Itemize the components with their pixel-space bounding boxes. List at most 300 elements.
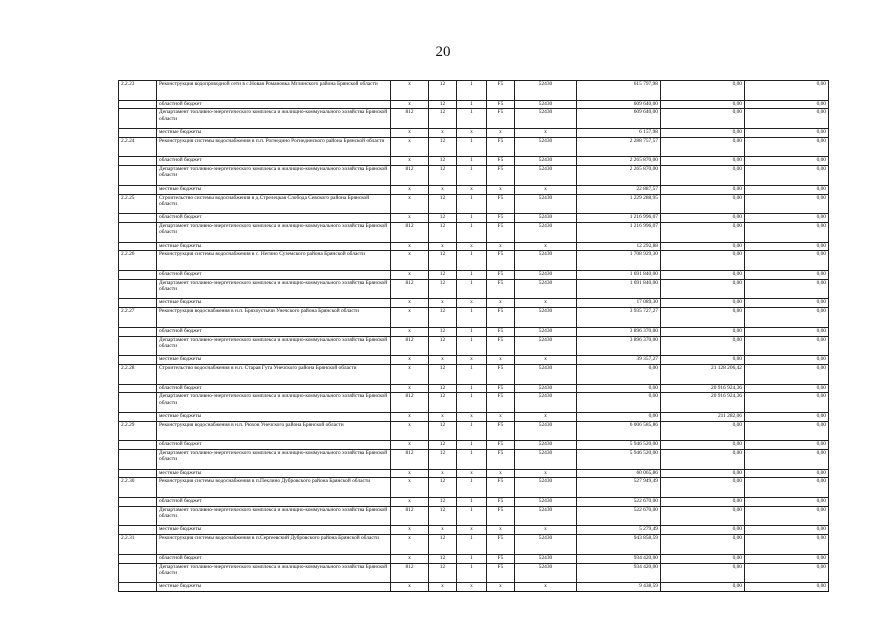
row-code	[119, 356, 157, 365]
row-amount-2: 0,00	[661, 214, 745, 223]
row-target-code: x	[487, 356, 515, 365]
row-amount-1: 39 357,27	[577, 356, 661, 365]
row-subsection: 1	[457, 109, 487, 129]
row-amount-1: 6 006 585,86	[577, 421, 661, 441]
row-section: x	[429, 185, 457, 194]
table-row	[119, 421, 829, 441]
row-amount-3: 0,00	[745, 441, 829, 450]
table-row	[119, 364, 829, 384]
row-grbs: x	[391, 583, 429, 592]
table-row	[119, 279, 829, 299]
row-amount-3: 0,00	[745, 299, 829, 308]
row-section: 12	[429, 270, 457, 279]
row-section: 12	[429, 109, 457, 129]
row-name: Департамент топливно-энергетического комплекса и жилищно-коммунального хозяйства Брянской области	[157, 450, 391, 470]
row-amount-3: 0,00	[745, 563, 829, 583]
row-name: Реконструкция системы водоснабжения в с. Негино Суземского района Брянской области	[157, 251, 391, 271]
row-grbs: x	[391, 421, 429, 441]
row-amount-3: 0,00	[745, 478, 829, 498]
table-row	[119, 166, 829, 186]
row-target-code: F5	[487, 137, 515, 157]
row-subsection: x	[457, 356, 487, 365]
row-name: областной бюджет	[157, 270, 391, 279]
row-amount-3: 0,00	[745, 554, 829, 563]
row-target-code: F5	[487, 421, 515, 441]
row-grbs: 812	[391, 563, 429, 583]
row-section: 12	[429, 194, 457, 214]
row-amount-1: 943 858,59	[577, 535, 661, 555]
row-section: 12	[429, 157, 457, 166]
row-section: 12	[429, 279, 457, 299]
row-subsection: 1	[457, 563, 487, 583]
row-amount-3: 0,00	[745, 421, 829, 441]
row-section: 12	[429, 214, 457, 223]
row-grbs: 812	[391, 336, 429, 356]
row-amount-2: 0,00	[661, 270, 745, 279]
row-expense-type: 52430	[515, 563, 577, 583]
row-subsection: 1	[457, 308, 487, 328]
row-amount-2: 0,00	[661, 327, 745, 336]
row-code	[119, 563, 157, 583]
row-grbs: 812	[391, 166, 429, 186]
row-amount-1: 3 896 370,00	[577, 336, 661, 356]
row-name: местные бюджеты	[157, 526, 391, 535]
row-expense-type: 52430	[515, 498, 577, 507]
row-amount-3: 0,00	[745, 242, 829, 251]
row-amount-3: 0,00	[745, 81, 829, 101]
row-amount-2: 0,00	[661, 299, 745, 308]
row-amount-1: 22 887,57	[577, 185, 661, 194]
row-code	[119, 384, 157, 393]
row-name: Департамент топливно-энергетического комплекса и жилищно-коммунального хозяйства Брянской области	[157, 336, 391, 356]
row-target-code: x	[487, 185, 515, 194]
row-expense-type: x	[515, 299, 577, 308]
row-amount-2: 0,00	[661, 100, 745, 109]
row-expense-type: 52430	[515, 336, 577, 356]
row-subsection: x	[457, 242, 487, 251]
row-amount-2: 0,00	[661, 137, 745, 157]
table-row	[119, 336, 829, 356]
row-target-code: F5	[487, 554, 515, 563]
row-amount-2: 0,00	[661, 583, 745, 592]
row-amount-2: 0,00	[661, 279, 745, 299]
row-amount-3: 0,00	[745, 469, 829, 478]
row-expense-type: 52430	[515, 478, 577, 498]
row-subsection: 1	[457, 222, 487, 242]
row-code	[119, 299, 157, 308]
row-code: 2.2.31	[119, 535, 157, 555]
row-amount-2: 0,00	[661, 222, 745, 242]
row-grbs: x	[391, 469, 429, 478]
row-amount-1: 934 420,00	[577, 563, 661, 583]
row-amount-1: 5 279,49	[577, 526, 661, 535]
row-amount-2: 0,00	[661, 336, 745, 356]
row-subsection: 1	[457, 166, 487, 186]
row-amount-1: 1 708 929,30	[577, 251, 661, 271]
row-amount-3: 0,00	[745, 185, 829, 194]
row-code	[119, 100, 157, 109]
row-code	[119, 166, 157, 186]
row-subsection: 1	[457, 327, 487, 336]
row-code: 2.2.25	[119, 194, 157, 214]
row-amount-1: 522 670,00	[577, 506, 661, 526]
row-amount-1: 527 949,49	[577, 478, 661, 498]
row-amount-3: 0,00	[745, 128, 829, 137]
row-subsection: x	[457, 299, 487, 308]
row-amount-2: 0,00	[661, 308, 745, 328]
row-name: областной бюджет	[157, 441, 391, 450]
row-expense-type: 52430	[515, 506, 577, 526]
row-expense-type: 52430	[515, 109, 577, 129]
row-section: 12	[429, 308, 457, 328]
row-target-code: F5	[487, 336, 515, 356]
row-expense-type: 52430	[515, 554, 577, 563]
row-section: 12	[429, 554, 457, 563]
table-row	[119, 81, 829, 101]
row-section: 12	[429, 450, 457, 470]
row-grbs: 812	[391, 450, 429, 470]
table-row	[119, 185, 829, 194]
row-amount-1: 0,00	[577, 384, 661, 393]
row-name: областной бюджет	[157, 327, 391, 336]
table-row	[119, 214, 829, 223]
row-amount-3: 0,00	[745, 450, 829, 470]
row-grbs: 812	[391, 279, 429, 299]
row-subsection: 1	[457, 441, 487, 450]
row-name: Департамент топливно-энергетического комплекса и жилищно-коммунального хозяйства Брянской области	[157, 222, 391, 242]
row-amount-1: 12 292,88	[577, 242, 661, 251]
row-amount-2: 20 916 924,36	[661, 384, 745, 393]
table-row	[119, 393, 829, 413]
row-section: 12	[429, 393, 457, 413]
row-expense-type: x	[515, 412, 577, 421]
row-subsection: 1	[457, 450, 487, 470]
row-section: x	[429, 128, 457, 137]
table-row	[119, 251, 829, 271]
row-code	[119, 327, 157, 336]
row-grbs: x	[391, 526, 429, 535]
row-amount-3: 0,00	[745, 137, 829, 157]
row-expense-type: x	[515, 469, 577, 478]
row-amount-3: 0,00	[745, 222, 829, 242]
row-grbs: x	[391, 128, 429, 137]
row-name: Реконструкция системы водоснабжения в п.Пеклино Дубровского района Брянской области	[157, 478, 391, 498]
table-row	[119, 356, 829, 365]
row-amount-3: 0,00	[745, 356, 829, 365]
row-code	[119, 157, 157, 166]
table-row	[119, 412, 829, 421]
row-section: 12	[429, 137, 457, 157]
row-code	[119, 498, 157, 507]
row-section: 12	[429, 384, 457, 393]
row-section: x	[429, 299, 457, 308]
row-grbs: x	[391, 364, 429, 384]
row-expense-type: x	[515, 356, 577, 365]
row-amount-3: 0,00	[745, 535, 829, 555]
row-grbs: x	[391, 81, 429, 101]
row-code: 2.2.24	[119, 137, 157, 157]
row-grbs: x	[391, 251, 429, 271]
row-section: 12	[429, 336, 457, 356]
row-expense-type: 52430	[515, 327, 577, 336]
row-grbs: x	[391, 299, 429, 308]
row-target-code: F5	[487, 166, 515, 186]
row-name: областной бюджет	[157, 214, 391, 223]
row-target-code: F5	[487, 364, 515, 384]
row-grbs: x	[391, 384, 429, 393]
row-section: 12	[429, 563, 457, 583]
row-amount-2: 0,00	[661, 194, 745, 214]
row-amount-3: 0,00	[745, 412, 829, 421]
row-code	[119, 583, 157, 592]
row-subsection: 1	[457, 194, 487, 214]
row-grbs: 812	[391, 393, 429, 413]
row-subsection: x	[457, 128, 487, 137]
table-row	[119, 441, 829, 450]
row-amount-3: 0,00	[745, 100, 829, 109]
row-target-code: F5	[487, 109, 515, 129]
table-body	[119, 81, 829, 592]
row-code	[119, 128, 157, 137]
row-amount-2: 0,00	[661, 469, 745, 478]
row-target-code: F5	[487, 81, 515, 101]
row-amount-1: 522 670,00	[577, 498, 661, 507]
table-row	[119, 128, 829, 137]
row-amount-2: 0,00	[661, 157, 745, 166]
table-row	[119, 157, 829, 166]
row-subsection: 1	[457, 279, 487, 299]
row-section: 12	[429, 498, 457, 507]
row-amount-1: 934 420,00	[577, 554, 661, 563]
row-amount-2: 0,00	[661, 128, 745, 137]
row-amount-3: 0,00	[745, 194, 829, 214]
row-amount-3: 0,00	[745, 308, 829, 328]
row-expense-type: 52430	[515, 308, 577, 328]
row-subsection: 1	[457, 498, 487, 507]
row-amount-3: 0,00	[745, 109, 829, 129]
row-amount-1: 609 640,00	[577, 100, 661, 109]
row-target-code: F5	[487, 222, 515, 242]
table-row	[119, 327, 829, 336]
table-row	[119, 526, 829, 535]
row-name: Реконструкция системы водоснабжения в п.п. Рогнедино Рогнединского района Брянской области	[157, 137, 391, 157]
row-code: 2.2.27	[119, 308, 157, 328]
row-section: 12	[429, 222, 457, 242]
row-expense-type: 52430	[515, 450, 577, 470]
row-target-code: F5	[487, 506, 515, 526]
row-amount-3: 0,00	[745, 393, 829, 413]
row-expense-type: 52430	[515, 222, 577, 242]
row-target-code: F5	[487, 214, 515, 223]
row-subsection: 1	[457, 81, 487, 101]
row-section: 12	[429, 81, 457, 101]
row-amount-3: 0,00	[745, 157, 829, 166]
row-section: 12	[429, 441, 457, 450]
row-expense-type: 52430	[515, 137, 577, 157]
row-grbs: x	[391, 137, 429, 157]
page-number: 20	[435, 44, 451, 60]
row-section: 12	[429, 535, 457, 555]
row-amount-2: 0,00	[661, 251, 745, 271]
row-expense-type: 52430	[515, 535, 577, 555]
row-target-code: F5	[487, 270, 515, 279]
row-name: местные бюджеты	[157, 242, 391, 251]
table-row	[119, 137, 829, 157]
row-section: 12	[429, 100, 457, 109]
row-amount-1: 2 265 870,00	[577, 157, 661, 166]
row-expense-type: x	[515, 128, 577, 137]
row-target-code: F5	[487, 393, 515, 413]
row-expense-type: 52430	[515, 270, 577, 279]
row-name: Строительство водоснабжения в н.п. Старая Гута Унечского района Брянской области	[157, 364, 391, 384]
row-name: областной бюджет	[157, 498, 391, 507]
table-row	[119, 100, 829, 109]
row-section: x	[429, 469, 457, 478]
row-subsection: 1	[457, 270, 487, 279]
table-row	[119, 299, 829, 308]
row-amount-3: 0,00	[745, 526, 829, 535]
row-code	[119, 393, 157, 413]
table-row	[119, 109, 829, 129]
row-subsection: 1	[457, 535, 487, 555]
row-name: областной бюджет	[157, 100, 391, 109]
row-target-code: F5	[487, 535, 515, 555]
row-grbs: 812	[391, 506, 429, 526]
row-amount-1: 0,00	[577, 412, 661, 421]
row-target-code: F5	[487, 251, 515, 271]
row-section: 12	[429, 166, 457, 186]
row-target-code: F5	[487, 450, 515, 470]
row-name: Реконструкция системы водоснабжения в п.Сергеевский Дубровского района Брянской области	[157, 535, 391, 555]
row-grbs: x	[391, 185, 429, 194]
row-name: местные бюджеты	[157, 412, 391, 421]
row-section: 12	[429, 478, 457, 498]
table-row	[119, 583, 829, 592]
row-amount-3: 0,00	[745, 583, 829, 592]
row-expense-type: 52430	[515, 384, 577, 393]
row-name: Департамент топливно-энергетического комплекса и жилищно-коммунального хозяйства Брянской области	[157, 563, 391, 583]
row-section: 12	[429, 327, 457, 336]
row-name: областной бюджет	[157, 554, 391, 563]
row-expense-type: x	[515, 526, 577, 535]
row-subsection: 1	[457, 384, 487, 393]
row-amount-1: 0,00	[577, 364, 661, 384]
row-code: 2.2.23	[119, 81, 157, 101]
table-row	[119, 194, 829, 214]
row-grbs: x	[391, 194, 429, 214]
row-subsection: 1	[457, 336, 487, 356]
row-target-code: x	[487, 583, 515, 592]
row-amount-2: 0,00	[661, 81, 745, 101]
row-amount-3: 0,00	[745, 384, 829, 393]
row-amount-2: 0,00	[661, 506, 745, 526]
row-amount-3: 0,00	[745, 364, 829, 384]
row-code: 2.2.30	[119, 478, 157, 498]
row-expense-type: 52430	[515, 100, 577, 109]
row-target-code: x	[487, 469, 515, 478]
row-amount-1: 17 089,30	[577, 299, 661, 308]
row-code	[119, 336, 157, 356]
row-grbs: 812	[391, 109, 429, 129]
table-row	[119, 384, 829, 393]
row-code	[119, 441, 157, 450]
row-amount-2: 0,00	[661, 554, 745, 563]
row-subsection: x	[457, 469, 487, 478]
row-target-code: x	[487, 412, 515, 421]
row-target-code: F5	[487, 194, 515, 214]
row-grbs: x	[391, 214, 429, 223]
row-amount-3: 0,00	[745, 279, 829, 299]
row-amount-2: 0,00	[661, 166, 745, 186]
row-amount-2: 0,00	[661, 478, 745, 498]
row-code	[119, 450, 157, 470]
row-expense-type: 52430	[515, 81, 577, 101]
table-row	[119, 506, 829, 526]
row-amount-2: 0,00	[661, 535, 745, 555]
row-subsection: 1	[457, 100, 487, 109]
row-section: 12	[429, 251, 457, 271]
row-grbs: x	[391, 535, 429, 555]
row-amount-2: 0,00	[661, 421, 745, 441]
row-code: 2.2.29	[119, 421, 157, 441]
row-amount-1: 60 065,86	[577, 469, 661, 478]
table-row	[119, 478, 829, 498]
row-target-code: x	[487, 242, 515, 251]
row-expense-type: x	[515, 185, 577, 194]
row-grbs: x	[391, 554, 429, 563]
row-expense-type: 52430	[515, 214, 577, 223]
row-subsection: 1	[457, 214, 487, 223]
row-name: местные бюджеты	[157, 356, 391, 365]
row-target-code: F5	[487, 157, 515, 166]
row-code	[119, 185, 157, 194]
row-grbs: x	[391, 100, 429, 109]
row-amount-3: 0,00	[745, 327, 829, 336]
row-amount-3: 0,00	[745, 214, 829, 223]
row-code	[119, 242, 157, 251]
row-target-code: F5	[487, 384, 515, 393]
row-amount-3: 0,00	[745, 270, 829, 279]
row-grbs: x	[391, 356, 429, 365]
row-section: 12	[429, 364, 457, 384]
row-grbs: x	[391, 498, 429, 507]
row-code	[119, 109, 157, 129]
table-row	[119, 450, 829, 470]
row-section: x	[429, 526, 457, 535]
row-amount-2: 0,00	[661, 526, 745, 535]
row-amount-2: 0,00	[661, 109, 745, 129]
row-amount-3: 0,00	[745, 166, 829, 186]
row-code	[119, 270, 157, 279]
row-amount-1: 3 896 370,00	[577, 327, 661, 336]
row-amount-2: 211 282,06	[661, 412, 745, 421]
table-row	[119, 270, 829, 279]
row-amount-2: 0,00	[661, 185, 745, 194]
row-target-code: x	[487, 128, 515, 137]
row-subsection: 1	[457, 478, 487, 498]
row-code	[119, 506, 157, 526]
row-amount-1: 1 229 288,95	[577, 194, 661, 214]
row-section: x	[429, 242, 457, 251]
row-section: 12	[429, 421, 457, 441]
row-name: Реконструкция водоснабжения в н.п. Рюхов Унечского района Брянской области	[157, 421, 391, 441]
row-name: местные бюджеты	[157, 185, 391, 194]
row-target-code: F5	[487, 563, 515, 583]
row-amount-2: 0,00	[661, 356, 745, 365]
row-expense-type: x	[515, 583, 577, 592]
row-amount-1: 615 797,98	[577, 81, 661, 101]
row-expense-type: 52430	[515, 194, 577, 214]
